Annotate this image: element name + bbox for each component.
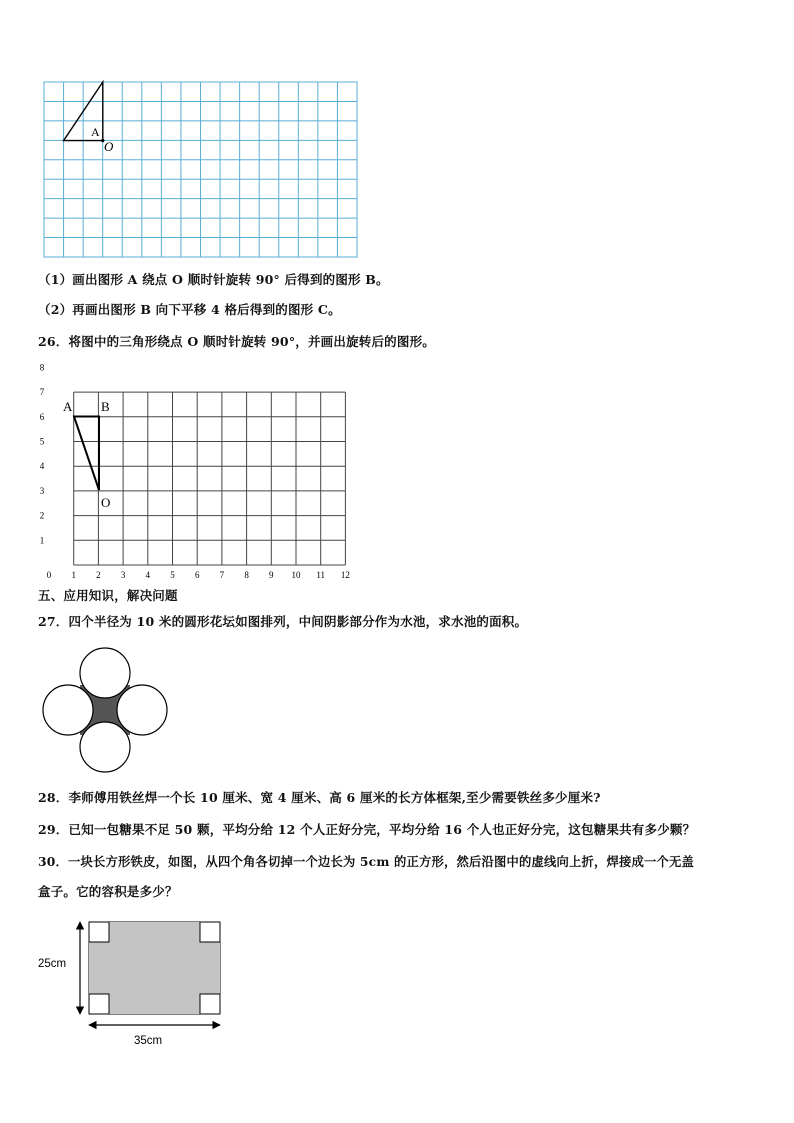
- q26-grid-figure: [34, 362, 364, 582]
- x-tick-label: 9: [269, 570, 274, 580]
- q27-circles-figure: [40, 645, 170, 775]
- x-tick-label: 10: [291, 570, 301, 580]
- y-tick-label: 5: [39, 436, 45, 447]
- shape-a-label: A: [91, 125, 100, 139]
- x-tick-label: 6: [194, 570, 200, 580]
- corner-square-bottom-left: [89, 994, 109, 1014]
- q25-part2: （2）再画出图形 B 向下平移 4 格后得到的图形 C。: [38, 302, 341, 317]
- sheet-shaded-middle: [109, 922, 200, 1014]
- q27-text: 27．四个半径为 10 米的圆形花坛如图排列，中间阴影部分作为水池，求水池的面积。: [38, 614, 528, 629]
- y-tick-label: 1: [39, 535, 45, 546]
- q26-label-a: A: [63, 399, 73, 414]
- width-label: 35cm: [134, 1035, 163, 1047]
- q29-text: 29．已知一包糖果不足 50 颗，平均分给 12 个人正好分完，平均分给 16 个人也正好分完，这包糖果共有多少颗？: [38, 822, 696, 837]
- q30-text-line2: 盒子。它的容积是多少？: [38, 884, 178, 899]
- corner-square-top-left: [89, 922, 109, 942]
- q30-text-line1: 30．一块长方形铁皮，如图，从四个角各切掉一个边长为 5cm 的正方形，然后沿图中的虚线向上折，焊接成一个无盖: [38, 854, 694, 869]
- y-tick-label: 8: [39, 362, 45, 373]
- x-tick-label: 12: [340, 570, 350, 580]
- circle-left: [43, 685, 93, 735]
- q26-label-b: B: [101, 399, 110, 414]
- point-o-label: O: [104, 139, 114, 154]
- corner-square-bottom-right: [200, 994, 220, 1014]
- q25-grid-figure: [42, 80, 360, 260]
- circle-right: [117, 685, 167, 735]
- y-tick-label: 7: [39, 387, 45, 398]
- q26-triangle: [74, 417, 99, 491]
- y-tick-label: 4: [39, 461, 45, 472]
- x-tick-label: 8: [244, 570, 249, 580]
- circle-top: [80, 648, 130, 698]
- q26-text: 26．将图中的三角形绕点 O 顺时针旋转 90°，并画出旋转后的图形。: [38, 334, 435, 349]
- q26-label-o: O: [101, 495, 111, 510]
- x-tick-label: 0: [46, 570, 52, 580]
- y-tick-label: 2: [39, 510, 45, 521]
- height-label: 25cm: [38, 958, 67, 970]
- y-tick-label: 6: [39, 411, 45, 422]
- y-tick-label: 3: [39, 485, 45, 496]
- x-tick-label: 4: [145, 570, 151, 580]
- circle-bottom: [80, 722, 130, 772]
- section-5-heading: 五、应用知识，解决问题: [38, 588, 178, 603]
- x-tick-label: 5: [170, 570, 175, 580]
- q30-sheet-figure: [34, 912, 234, 1052]
- x-tick-label: 11: [316, 570, 326, 580]
- q25-part1: （1）画出图形 A 绕点 O 顺时针旋转 90° 后得到的图形 B。: [38, 272, 389, 287]
- x-tick-label: 7: [219, 570, 225, 580]
- x-tick-label: 1: [71, 570, 76, 580]
- x-tick-label: 2: [96, 570, 101, 580]
- corner-square-top-right: [200, 922, 220, 942]
- x-tick-label: 3: [120, 570, 126, 580]
- q28-text: 28．李师傅用铁丝焊一个长 10 厘米、宽 4 厘米、高 6 厘米的长方体框架,至少需要铁丝多少厘米?: [38, 790, 601, 805]
